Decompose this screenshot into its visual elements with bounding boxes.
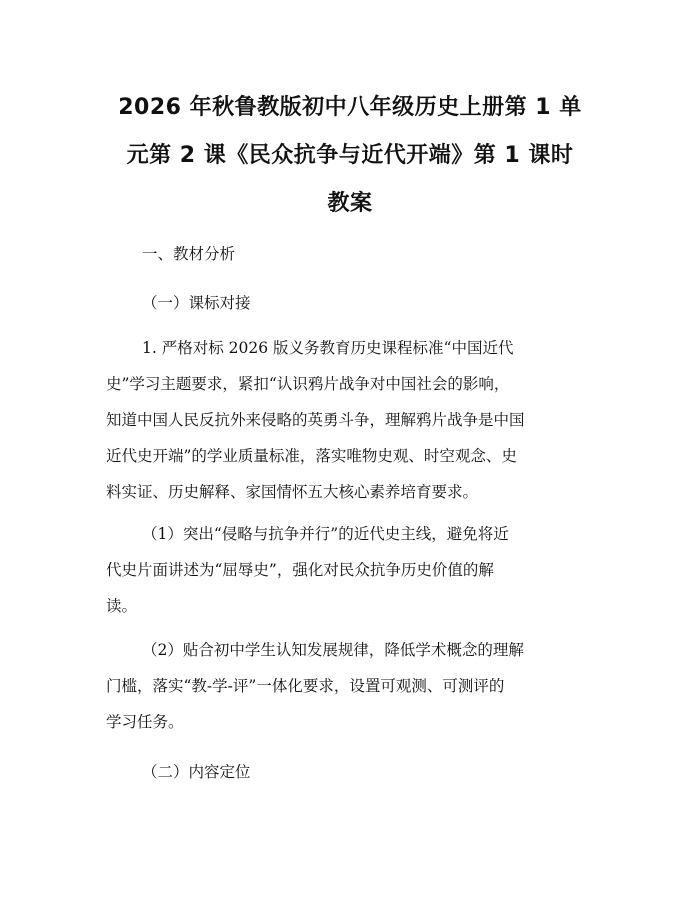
- paragraph-line: 料实证、历史解释、家国情怀五大核心素养培育要求。: [106, 483, 479, 501]
- paragraph-line: 代史片面讲述为“屈辱史”，强化对民众抗争历史价值的解: [106, 561, 494, 579]
- title-line: 2026 年秋鲁教版初中八年级历史上册第 1 单: [118, 95, 582, 120]
- paragraph-line: （1）突出“侵略与抗争并行”的近代史主线，避免将近: [142, 525, 509, 543]
- title-line: 教案: [327, 191, 373, 216]
- title-line: 元第 2 课《民众抗争与近代开端》第 1 课时: [126, 143, 574, 168]
- document-title: [95, 84, 605, 228]
- paragraph-line: （2）贴合初中学生认知发展规律，降低学术概念的理解: [142, 641, 524, 659]
- paragraph-line: 门槛，落实“教-学-评”一体化要求，设置可观测、可测评的: [106, 677, 505, 695]
- paragraph: [106, 516, 596, 624]
- subsection-heading: （二）内容定位: [142, 763, 251, 781]
- paragraph-line: 学习任务。: [106, 713, 184, 731]
- paragraph-line: 近代史开端”的学业质量标准，落实唯物史观、时空观念、史: [106, 447, 517, 465]
- section-heading: 一、教材分析: [142, 245, 236, 263]
- paragraph: [106, 632, 596, 740]
- paragraph: [106, 330, 596, 510]
- paragraph-line: 1. 严格对标 2026 版义务教育历史课程标准“中国近代: [142, 339, 514, 357]
- paragraph-line: 史”学习主题要求，紧扣“认识鸦片战争对中国社会的影响，: [106, 375, 510, 393]
- paragraph-line: 读。: [106, 597, 138, 615]
- subsection-heading: （一）课标对接: [142, 294, 251, 312]
- paragraph-line: 知道中国人民反抗外来侵略的英勇斗争，理解鸦片战争是中国: [106, 411, 525, 429]
